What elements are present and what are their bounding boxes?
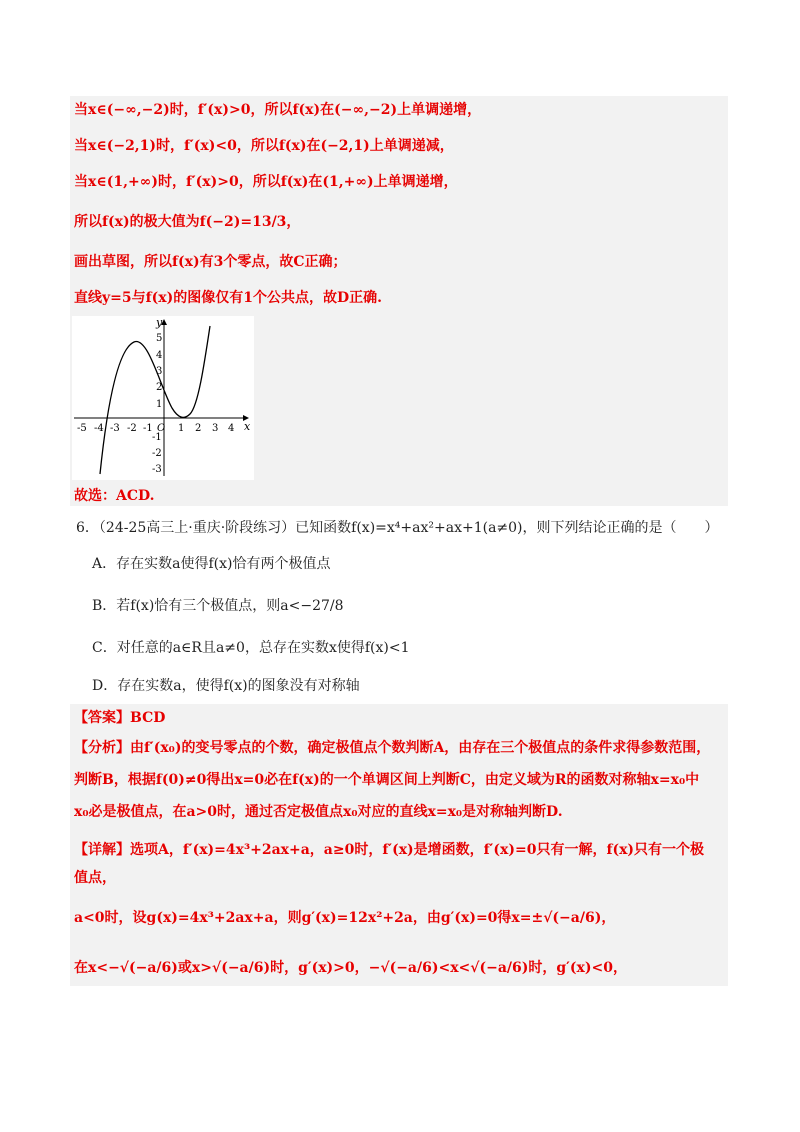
y-tick-label: 1 — [156, 399, 163, 410]
function-sketch-graph — [72, 316, 254, 480]
option-b: B．若f(x)恰有三个极值点，则a<−27/8 — [92, 598, 344, 614]
y-tick-label: 2 — [156, 382, 163, 393]
analysis-line-3: x₀必是极值点，在a>0时，通过否定极值点x₀对应的直线x=x₀是对称轴判断D. — [74, 804, 563, 820]
x-tick-label: -3 — [110, 423, 120, 434]
x-tick-label: 2 — [195, 423, 202, 434]
y-tick-label: 3 — [156, 366, 163, 377]
analysis-line-2: 判断B，根据f(0)≠0得出x=0必在f(x)的一个单调区间上判断C，由定义域为R的函数对称轴x=x₀中 — [74, 772, 700, 788]
solution-line-3: 当x∈(1,+∞)时，f′(x)>0，所以f(x)在(1,+∞)上单调递增， — [74, 174, 458, 190]
y-tick-label: 5 — [156, 333, 163, 344]
option-c: C．对任意的a∈R且a≠0，总存在实数x使得f(x)<1 — [92, 640, 410, 656]
solution-line-6: 直线y=5与f(x)的图像仅有1个公共点，故D正确. — [74, 290, 382, 306]
x-tick-label: -5 — [77, 423, 87, 434]
solution-line-5: 画出草图，所以f(x)有3个零点，故C正确； — [74, 254, 347, 270]
detail-line-1: 【详解】选项A，f′(x)=4x³+2ax+a，a≥0时，f′(x)是增函数，f′(x)=0只有一解，f(x)只有一个极 — [74, 842, 705, 858]
analysis-line-1: 【分析】由f′(x₀)的变号零点的个数，确定极值点个数判断A，由存在三个极值点的条件求得参数范围， — [74, 740, 711, 756]
y-tick-label: -2 — [152, 448, 162, 459]
solution-choice: 故选：ACD. — [74, 488, 155, 504]
x-tick-label: 4 — [228, 423, 235, 434]
solution-line-4: 所以f(x)的极大值为f(−2)=13/3， — [74, 214, 301, 230]
question-stem: 6．（24-25高三上·重庆·阶段练习）已知函数f(x)=x⁴+ax²+ax+1(a≠0)，则下列结论正确的是（ ） — [76, 520, 719, 536]
x-tick-label: -2 — [127, 423, 137, 434]
option-d: D．存在实数a，使得f(x)的图象没有对称轴 — [92, 678, 360, 694]
answer-label: 【答案】BCD — [74, 710, 166, 726]
y-tick-label: -3 — [152, 464, 162, 475]
option-a: A．存在实数a使得f(x)恰有两个极值点 — [92, 556, 331, 572]
detail-line-3: a<0时，设g(x)=4x³+2ax+a，则g′(x)=12x²+2a，由g′(x)=0得x=±√(−a/6)， — [74, 910, 616, 926]
x-tick-label: -4 — [94, 423, 104, 434]
solution-line-2: 当x∈(−2,1)时，f′(x)<0，所以f(x)在(−2,1)上单调递减， — [74, 138, 454, 154]
y-tick-label: -1 — [152, 432, 162, 443]
x-axis-label: x — [244, 420, 251, 433]
solution-line-1: 当x∈(−∞,−2)时，f′(x)>0，所以f(x)在(−∞,−2)上单调递增， — [74, 102, 482, 118]
y-axis-label: y — [156, 316, 163, 329]
x-tick-label: 3 — [212, 423, 219, 434]
y-tick-label: 4 — [156, 350, 163, 361]
x-tick-label: -1 — [143, 423, 153, 434]
detail-line-2: 值点， — [74, 870, 116, 886]
x-tick-label: 1 — [178, 423, 185, 434]
detail-line-4: 在x<−√(−a/6)或x>√(−a/6)时，g′(x)>0，−√(−a/6)<x<√(−a/6)时，g′(x)<0， — [74, 960, 627, 976]
origin-label: O — [157, 423, 166, 434]
